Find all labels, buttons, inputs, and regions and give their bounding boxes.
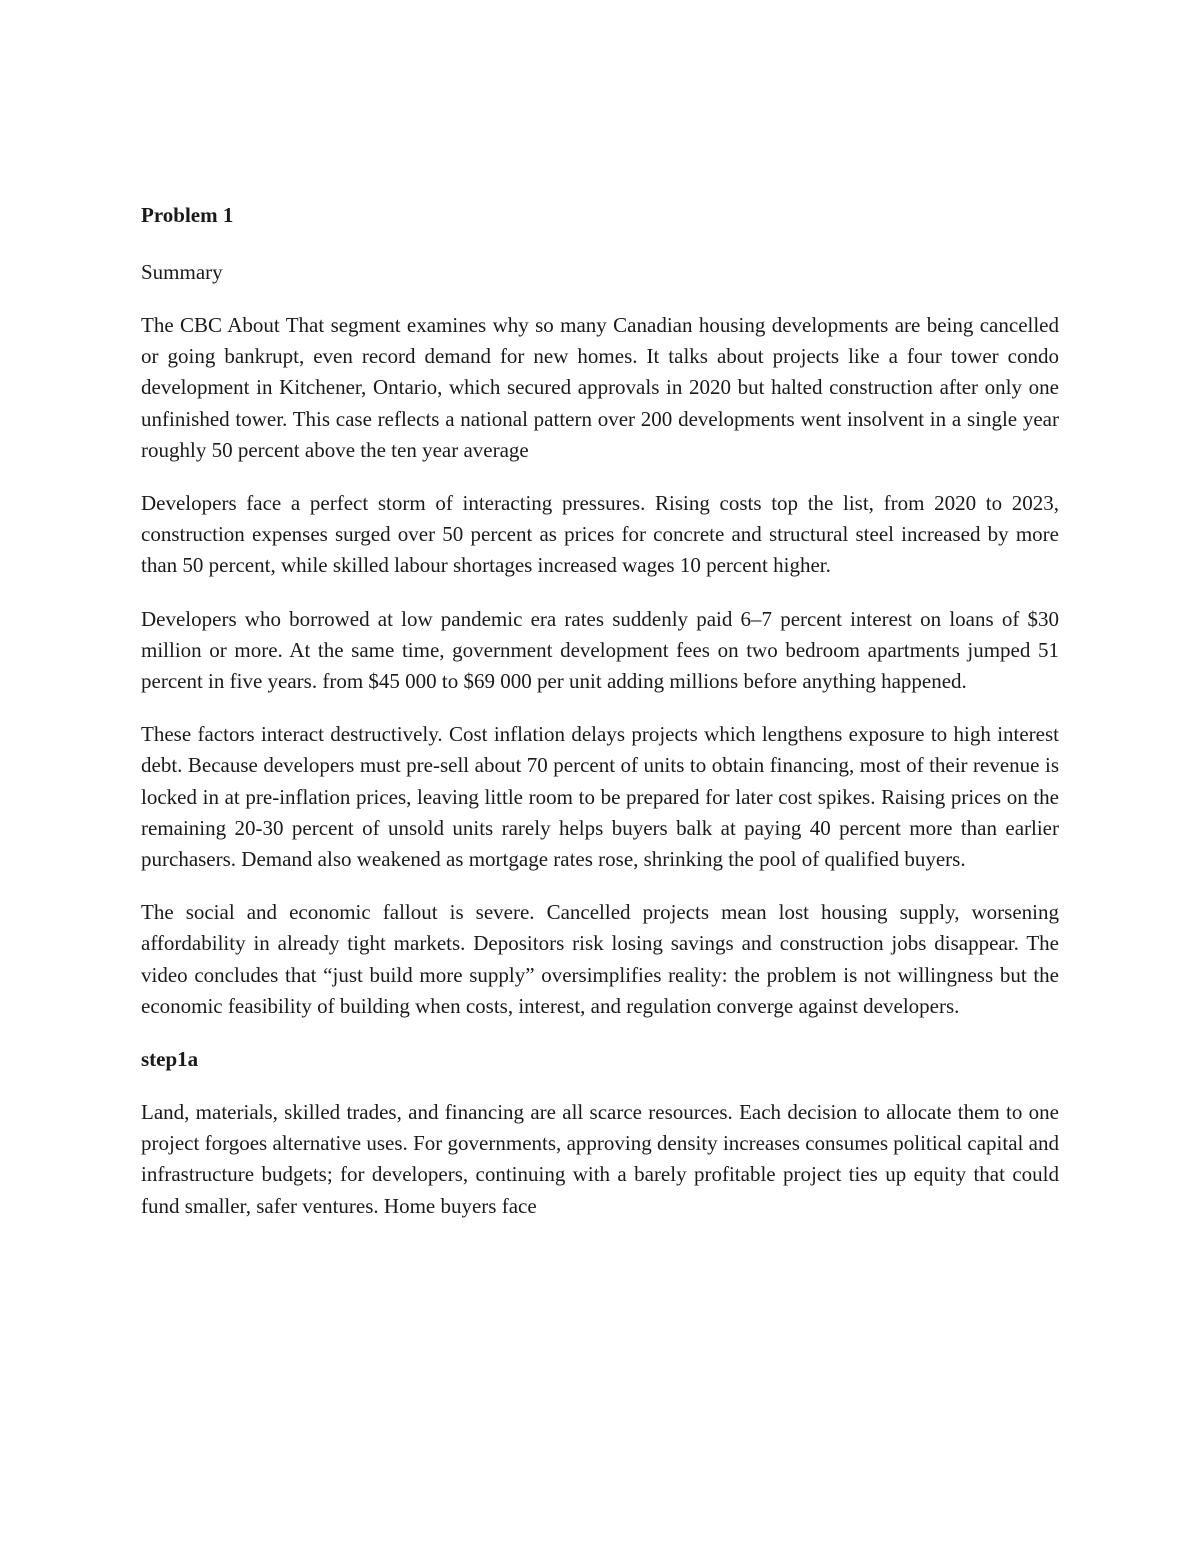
step-heading: step1a [141, 1047, 199, 1072]
paragraph-costs: Developers face a perfect storm of interacting pressures. Rising costs top the list, from 2020 to 2023, construction expenses surged over 50 percent as prices for concrete and structural steel increased by more than 50 percent, while skilled labour shortages increased wages 10 percent higher. [141, 491, 1059, 578]
document-page [141, 200, 1059, 1244]
paragraph-fallout: The social and economic fallout is severe. Cancelled projects mean lost housing supply, worsening affordability in already tight markets. Depositors risk losing savings and construction jobs disappear. The video concludes that “just build more supply” oversimplifies reality: the problem is not willingness but the economic feasibility of building when costs, interest, and regulation converge against developers. [141, 900, 1059, 1018]
paragraph-interest: Developers who borrowed at low pandemic era rates suddenly paid 6–7 percent interest on loans of $30 million or more. At the same time, government development fees on two bedroom apartments jumped 51 percent in five years. from $45 000 to $69 000 per unit adding millions before anything happened. [141, 606, 1059, 694]
page-title: Problem 1 [141, 203, 234, 227]
paragraph-step1a: Land, materials, skilled trades, and financing are all scarce resources. Each decision to allocate them to one project forgoes alternative uses. For governments, approving density increases consumes political capital and infrastructure budgets; for developers, continuing with a barely profitable project ties up equity that could fund smaller, safer ventures. Home buyers face [141, 1100, 1059, 1218]
paragraph-interaction: These factors interact destructively. Cost inflation delays projects which lengthens exposure to high interest debt. Because developers must pre-sell about 70 percent of units to obtain financing, most of their revenue is locked in at pre-inflation prices, leaving little room to be prepared for later cost spikes. Raising prices on the remaining 20-30 percent of unsold units rarely helps buyers balk at paying 40 percent more than earlier purchasers. Demand also weakened as mortgage rates rose, shrinking the pool of qualified buyers. [141, 722, 1059, 872]
summary-label: Summary [141, 260, 223, 284]
paragraph-intro: The CBC About That segment examines why so many Canadian housing developments are being cancelled or going bankrupt, even record demand for new homes. It talks about projects like a four tower condo development in Kitchener, Ontario, which secured approvals in 2020 but halted construction after only one unfinished tower. This case reflects a national pattern over 200 developments went insolvent in a single year roughly 50 percent above the ten year average [141, 313, 1059, 462]
